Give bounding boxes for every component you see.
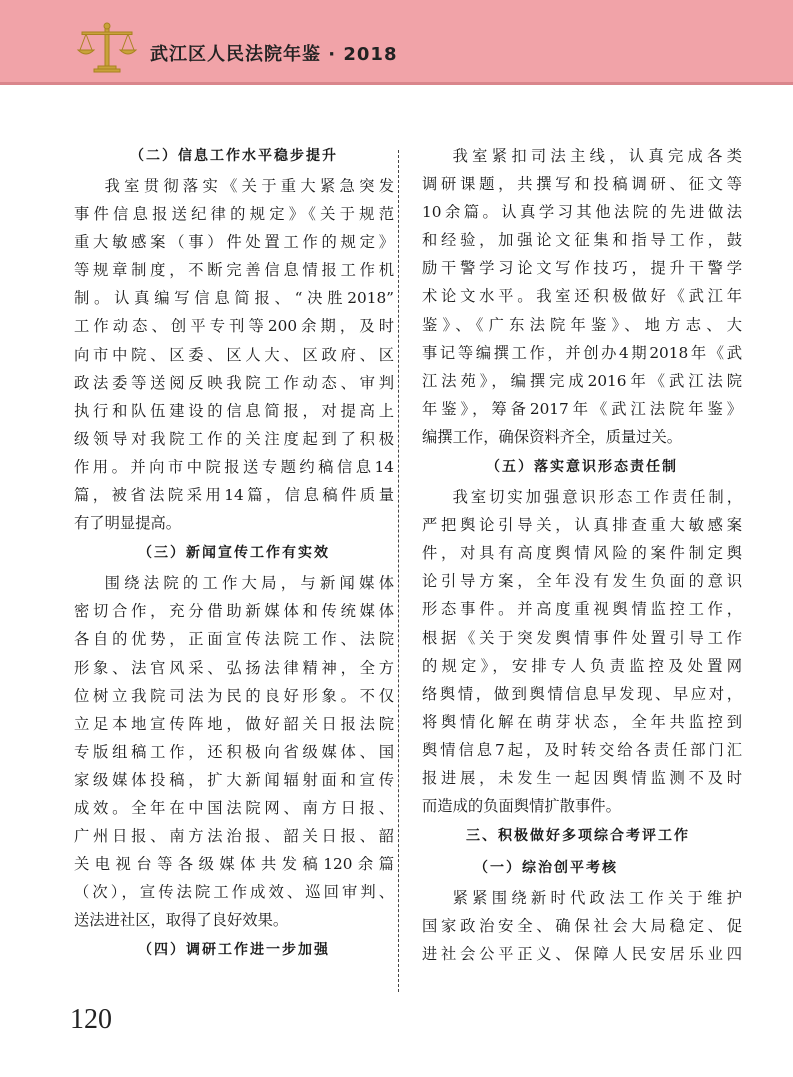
header-title: 武江区人民法院年鉴 · 2018 (150, 44, 398, 65)
text-line: 级领导对我院工作的关注度起到了积极 (74, 429, 394, 448)
text-line: 络舆情，做到舆情信息早发现、早应对， (422, 684, 742, 703)
text-line: 位树立我院司法为民的良好形象。不仅 (74, 686, 394, 705)
text-line: 严把舆论引导关，认真排查重大敏感案 (422, 516, 742, 535)
text-line: 事记等编撰工作，并创办4期2018年《武 (422, 343, 742, 362)
text-line: 围绕法院的工作大局，与新闻媒体 (104, 574, 394, 593)
page-number: 120 (70, 1004, 112, 1035)
text-line: 家级媒体投稿，扩大新闻辐射面和宣传 (74, 770, 394, 789)
text-line: 立足本地宣传阵地，做好韶关日报法院 (74, 714, 394, 733)
text-line: 工作动态、创平专刊等200余期，及时 (74, 317, 394, 336)
subsection-heading: （一）综治创平考核 (474, 860, 618, 877)
text-line: 重大敏感案（事）件处置工作的规定》 (74, 233, 394, 252)
section-heading: （五）落实意识形态责任制 (486, 459, 678, 476)
text-line: 江法苑》，编撰完成2016年《武江法院 (422, 371, 742, 390)
text-line: 励干警学习论文写作技巧，提升干警学 (422, 259, 742, 278)
text-line: （次），宣传法院工作成效、巡回审判、 (74, 883, 394, 902)
text-line: 论引导方案，全年没有发生负面的意识 (422, 572, 742, 591)
page-header (0, 0, 793, 82)
text-line: 形态事件。并高度重视舆情监控工作， (422, 600, 742, 619)
text-line: 进社会公平正义、保障人民安居乐业四 (422, 945, 742, 964)
paragraph (422, 884, 742, 968)
text-line: 广州日报、南方法治报、韶关日报、韶 (74, 827, 394, 846)
text-line: 关电视台等各级媒体共发稿120余篇 (74, 855, 394, 874)
text-line: 我室贯彻落实《关于重大紧急突发 (104, 177, 394, 195)
column-divider (398, 150, 399, 992)
section-heading: （三）新闻宣传工作有实效 (138, 545, 330, 562)
section-heading: （二）信息工作水平稳步提升 (130, 148, 338, 164)
text-line: 根据《关于突发舆情事件处置引导工作 (422, 628, 742, 647)
section-heading: 三、积极做好多项综合考评工作 (466, 828, 690, 845)
text-line: 我室切实加强意识形态工作责任制， (452, 488, 742, 507)
text-line: 将舆情化解在萌芽状态，全年共监控到 (422, 712, 742, 731)
text-line: 的规定》，安排专人负责监控及处置网 (422, 656, 742, 675)
text-line: 国家政治安全、确保社会大局稳定、促 (422, 917, 742, 936)
text-line: 舆情信息7起，及时转交给各责任部门汇 (422, 740, 742, 759)
paragraph (74, 172, 394, 537)
text-line: 年鉴》，筹备2017年《武江法院年鉴》 (422, 399, 742, 418)
text-line: 有了明显提高。 (74, 514, 182, 533)
text-line: 政法委等送阅反映我院工作动态、审判 (74, 373, 394, 392)
text-line: 紧紧围绕新时代政法工作关于维护 (452, 889, 742, 908)
text-line: 调研课题，共撰写和投稿调研、征文等 (422, 175, 742, 194)
text-line: 篇，被省法院采用14篇，信息稿件质量 (74, 486, 394, 505)
right-column (422, 140, 742, 968)
text-line: 10余篇。认真学习其他法院的先进做法 (422, 203, 742, 222)
text-line: 术论文水平。我室还积极做好《武江年 (422, 287, 742, 306)
text-line: 成效。全年在中国法院网、南方日报、 (74, 798, 394, 817)
header-divider (0, 82, 793, 85)
text-line: 件，对具有高度舆情风险的案件制定舆 (422, 544, 742, 563)
text-line: 事件信息报送纪律的规定》《关于规范 (74, 205, 394, 224)
text-line: 编撰工作，确保资料齐全，质量过关。 (422, 427, 683, 446)
left-column (74, 140, 394, 966)
text-line: 向市中院、区委、区人大、区政府、区 (74, 345, 394, 364)
paragraph (74, 569, 394, 934)
scales-of-justice-icon (76, 22, 138, 74)
text-line: 密切合作，充分借助新媒体和传统媒体 (74, 602, 394, 621)
text-line: 等规章制度，不断完善信息情报工作机 (74, 261, 394, 280)
text-line: 作用。并向市中院报送专题约稿信息14 (74, 457, 394, 476)
text-line: 执行和队伍建设的信息简报，对提高上 (74, 401, 394, 420)
text-line: 鉴》、《广东法院年鉴》、地方志、大 (422, 315, 742, 334)
text-line: 我室紧扣司法主线，认真完成各类 (452, 147, 742, 165)
text-line: 和经验，加强论文征集和指导工作，鼓 (422, 231, 742, 250)
text-line: 专版组稿工作，还积极向省级媒体、国 (74, 742, 394, 761)
text-line: 形象、法官风采、弘扬法律精神，全方 (74, 658, 394, 677)
text-line: 制。认真编写信息简报、“决胜2018” (74, 289, 394, 308)
text-line: 各自的优势，正面宣传法院工作、法院 (74, 630, 394, 649)
text-line: 送法进社区，取得了良好效果。 (74, 911, 289, 930)
paragraph (422, 142, 742, 451)
text-line: 而造成的负面舆情扩散事件。 (422, 797, 621, 816)
text-line: 报进展，未发生一起因舆情监测不及时 (422, 768, 742, 787)
section-heading: （四）调研工作进一步加强 (138, 942, 330, 959)
paragraph (422, 483, 742, 820)
